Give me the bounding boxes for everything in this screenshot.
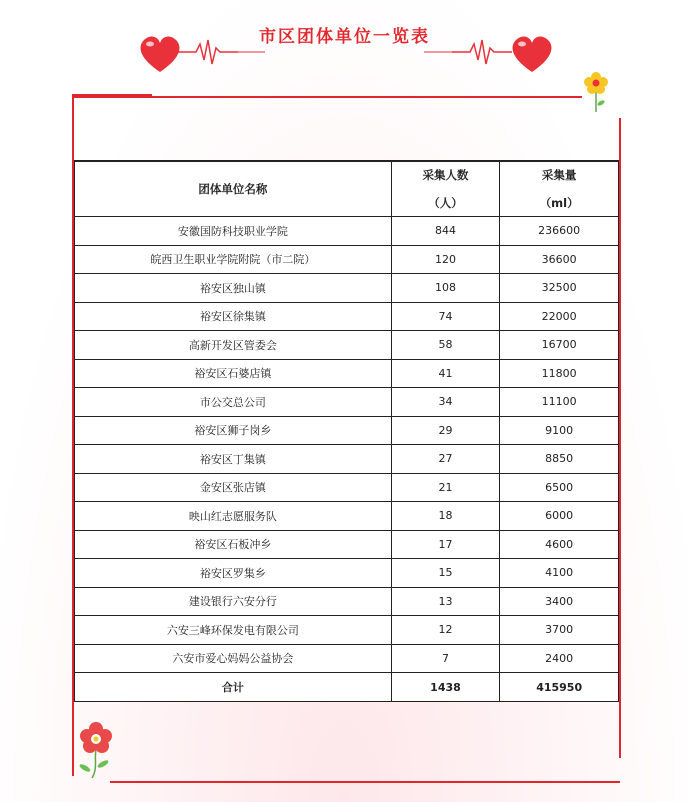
header-people-line2: （人） bbox=[428, 196, 463, 210]
cell-volume: 8850 bbox=[500, 445, 619, 474]
cell-unit-name: 建设银行六安分行 bbox=[75, 587, 392, 616]
total-volume: 415950 bbox=[500, 673, 619, 702]
table-row bbox=[75, 502, 619, 531]
table-row bbox=[75, 445, 619, 474]
cell-unit-name: 六安市爱心妈妈公益协会 bbox=[75, 644, 392, 673]
header-volume-line1: 采集量 bbox=[541, 168, 577, 182]
cell-volume: 36600 bbox=[500, 245, 619, 274]
cell-people: 7 bbox=[391, 644, 500, 673]
cell-volume: 9100 bbox=[500, 416, 619, 445]
table-row bbox=[75, 416, 619, 445]
header-people-line1: 采集人数 bbox=[422, 168, 469, 182]
header-unit-name: 团体单位名称 bbox=[75, 161, 392, 217]
cell-people: 15 bbox=[391, 559, 500, 588]
cell-people: 29 bbox=[391, 416, 500, 445]
cell-people: 74 bbox=[391, 302, 500, 331]
cell-unit-name: 市公交总公司 bbox=[75, 388, 392, 417]
cell-unit-name: 高新开发区管委会 bbox=[75, 331, 392, 360]
cell-people: 17 bbox=[391, 530, 500, 559]
cell-unit-name: 皖西卫生职业学院附院（市二院） bbox=[75, 245, 392, 274]
cell-people: 844 bbox=[391, 217, 500, 246]
frame-bottom bbox=[110, 781, 620, 783]
table-total-row bbox=[75, 673, 619, 702]
cell-people: 12 bbox=[391, 616, 500, 645]
cell-unit-name: 裕安区狮子岗乡 bbox=[75, 416, 392, 445]
cell-volume: 3400 bbox=[500, 587, 619, 616]
cell-people: 120 bbox=[391, 245, 500, 274]
cell-unit-name: 裕安区丁集镇 bbox=[75, 445, 392, 474]
cell-volume: 236600 bbox=[500, 217, 619, 246]
table-row bbox=[75, 530, 619, 559]
cell-people: 34 bbox=[391, 388, 500, 417]
table-header-row bbox=[75, 161, 619, 217]
table-row bbox=[75, 274, 619, 303]
header-volume-line2: （ml） bbox=[539, 196, 579, 210]
cell-people: 41 bbox=[391, 359, 500, 388]
group-units-table bbox=[74, 160, 619, 702]
table-row bbox=[75, 331, 619, 360]
total-label: 合计 bbox=[75, 673, 392, 702]
table-row bbox=[75, 587, 619, 616]
frame-right bbox=[619, 118, 621, 758]
table-row bbox=[75, 245, 619, 274]
cell-volume: 3700 bbox=[500, 616, 619, 645]
cell-people: 13 bbox=[391, 587, 500, 616]
cell-volume: 32500 bbox=[500, 274, 619, 303]
table-row bbox=[75, 388, 619, 417]
table-row bbox=[75, 302, 619, 331]
cell-people: 27 bbox=[391, 445, 500, 474]
table-row bbox=[75, 616, 619, 645]
header-volume bbox=[500, 161, 619, 217]
cell-people: 58 bbox=[391, 331, 500, 360]
cell-volume: 6000 bbox=[500, 502, 619, 531]
frame-top bbox=[72, 96, 582, 98]
cell-unit-name: 六安三峰环保发电有限公司 bbox=[75, 616, 392, 645]
header-people bbox=[391, 161, 500, 217]
cell-people: 18 bbox=[391, 502, 500, 531]
cell-unit-name: 裕安区石婆店镇 bbox=[75, 359, 392, 388]
cell-unit-name: 裕安区罗集乡 bbox=[75, 559, 392, 588]
table-row bbox=[75, 359, 619, 388]
cell-volume: 11100 bbox=[500, 388, 619, 417]
cell-unit-name: 金安区张店镇 bbox=[75, 473, 392, 502]
page-title: 市区团体单位一览表 bbox=[259, 27, 430, 47]
table-row bbox=[75, 644, 619, 673]
cell-volume: 4600 bbox=[500, 530, 619, 559]
cell-people: 108 bbox=[391, 274, 500, 303]
cell-volume: 16700 bbox=[500, 331, 619, 360]
cell-unit-name: 安徽国防科技职业学院 bbox=[75, 217, 392, 246]
cell-unit-name: 映山红志愿服务队 bbox=[75, 502, 392, 531]
cell-unit-name: 裕安区独山镇 bbox=[75, 274, 392, 303]
flower-icon bbox=[76, 722, 116, 780]
cell-volume: 11800 bbox=[500, 359, 619, 388]
cell-volume: 4100 bbox=[500, 559, 619, 588]
table-row bbox=[75, 559, 619, 588]
cell-unit-name: 裕安区徐集镇 bbox=[75, 302, 392, 331]
flower-icon bbox=[582, 70, 610, 114]
table-row bbox=[75, 473, 619, 502]
total-people: 1438 bbox=[391, 673, 500, 702]
cell-people: 21 bbox=[391, 473, 500, 502]
table-row bbox=[75, 217, 619, 246]
cell-unit-name: 裕安区石板冲乡 bbox=[75, 530, 392, 559]
cell-volume: 22000 bbox=[500, 302, 619, 331]
cell-volume: 2400 bbox=[500, 644, 619, 673]
cell-volume: 6500 bbox=[500, 473, 619, 502]
